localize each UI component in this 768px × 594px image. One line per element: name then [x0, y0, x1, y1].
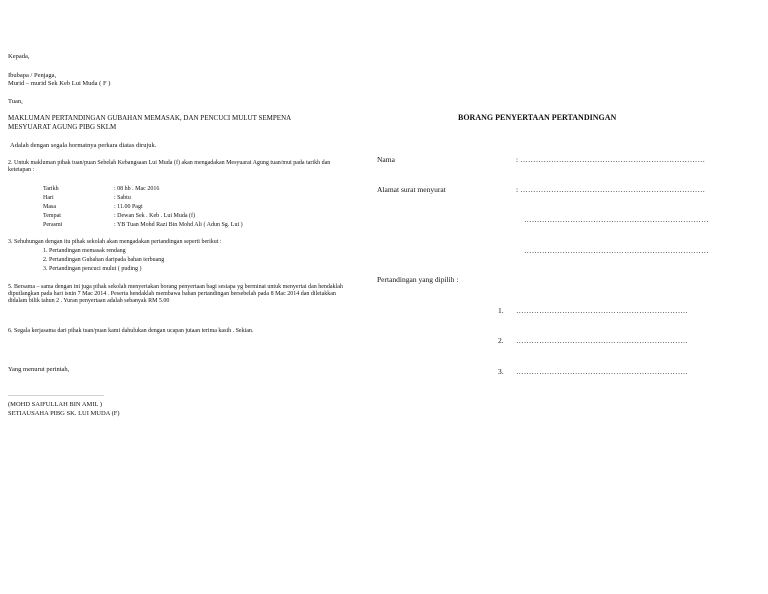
name-field[interactable]: : ………………………………………………………………: [516, 155, 706, 164]
choice-field-3[interactable]: ………………………………………………………….: [516, 367, 688, 376]
name-label: Nama: [377, 155, 395, 164]
detail-value-officiator: : YB Tuan Mohd Razi Bin Mohd Ali ( Adun Sg. Lui ): [114, 222, 243, 228]
detail-value-place: : Dewan Sek . Keb . Lui Muda (f): [114, 213, 195, 219]
address-field-line-2[interactable]: ………………………………………………………………: [524, 215, 709, 224]
detail-label-day: Hari: [43, 195, 54, 201]
address-label: Alamat surat menyurat: [377, 185, 446, 194]
detail-label-place: Tempat: [43, 213, 61, 219]
choice-number-3: 3.: [498, 367, 504, 376]
chosen-competition-label: Pertandingan yang dipilih :: [377, 275, 459, 284]
salutation: Tuan,: [8, 98, 23, 105]
signer-name: (MOHD SAIFULLAH BIN AMIL ): [8, 401, 103, 408]
recipient-line-1: Ibubapa / Penjaga,: [8, 72, 57, 79]
address-field-line-3[interactable]: ………………………………………………………………: [524, 246, 709, 255]
competition-item-2: 2. Pertandingan Gubahan daripada bahan terbuang: [43, 257, 165, 263]
choice-field-2[interactable]: ………………………………………………………….: [516, 336, 688, 345]
detail-label-date: Tarikh: [43, 186, 59, 192]
form-title: BORANG PENYERTAAN PERTANDINGAN: [458, 113, 617, 122]
detail-label-officiator: Perasmi: [43, 222, 63, 228]
signature-line: …………………………………………: [8, 392, 104, 398]
paragraph-2: 2. Untuk makluman pihak tuan/puan Sebelah Kebangsaan Lui Muda (f) akan mengadakan Mesyuarat Agung tuan/mut pada tarikh dan ketetapan :: [8, 160, 331, 173]
competition-item-1: 1. Pertandingan memasak rendang: [43, 248, 126, 254]
choice-number-1: 1.: [498, 306, 504, 315]
greeting: Adalah dengan segala hormatnya perkara diatas dirujuk.: [10, 142, 157, 149]
signer-title: SETIAUSAHA PIBG SK. LUI MUDA (F): [8, 410, 120, 417]
paragraph-5: 5. Bersama – sama dengan ini juga pihak sekolah menyertakan borang penyertaan bagi sesiapa yg berminat untuk menyertai dan hendaklah diputlangkan pada hari isnin 7 Mac 2014 . Peserta hendaklah membawa bahan pertandingan bersebelah pada 8 Mac 2014 dan diletakkan didalam bilik tahun 2 . Yuran penyertaan adalah sebanyak RM 5.00: [8, 284, 343, 304]
address-field-line-1[interactable]: : ………………………………………………………………: [516, 185, 706, 194]
closing: Yang menurut perintah,: [8, 366, 70, 373]
competition-item-3: 3. Pertandingan pencuci mulut ( puding ): [43, 266, 142, 272]
choice-field-1[interactable]: ………………………………………………………….: [516, 306, 688, 315]
subject-line-1: MAKLUMAN PERTANDINGAN GUBAHAN MEMASAK, DAN PENCUCI MULUT SEMPENA: [8, 114, 292, 122]
detail-label-time: Masa: [43, 204, 56, 210]
subject-line-2: MESYUARAT AGUNG PIBG SKLM: [8, 123, 117, 131]
to-label: Kepada,: [8, 53, 30, 60]
recipient-line-2: Murid – murid Sek Keb Lui Muda ( F ): [8, 80, 111, 87]
choice-number-2: 2.: [498, 336, 504, 345]
detail-value-day: : Sabtu: [114, 195, 131, 201]
detail-value-date: : 08 hb . Mac 2016: [114, 186, 160, 192]
detail-value-time: : 11.00 Pagi: [114, 204, 143, 210]
paragraph-3: 3. Sehubungan dengan itu pihak sekolah akan mengadakan pertandingan seperti berikut :: [8, 239, 222, 245]
paragraph-6: 6. Segala kerjasama dari pihak tuan/puan kami dahulukan dengan ucapan jutaan terima kasih . Sekian.: [8, 328, 254, 334]
